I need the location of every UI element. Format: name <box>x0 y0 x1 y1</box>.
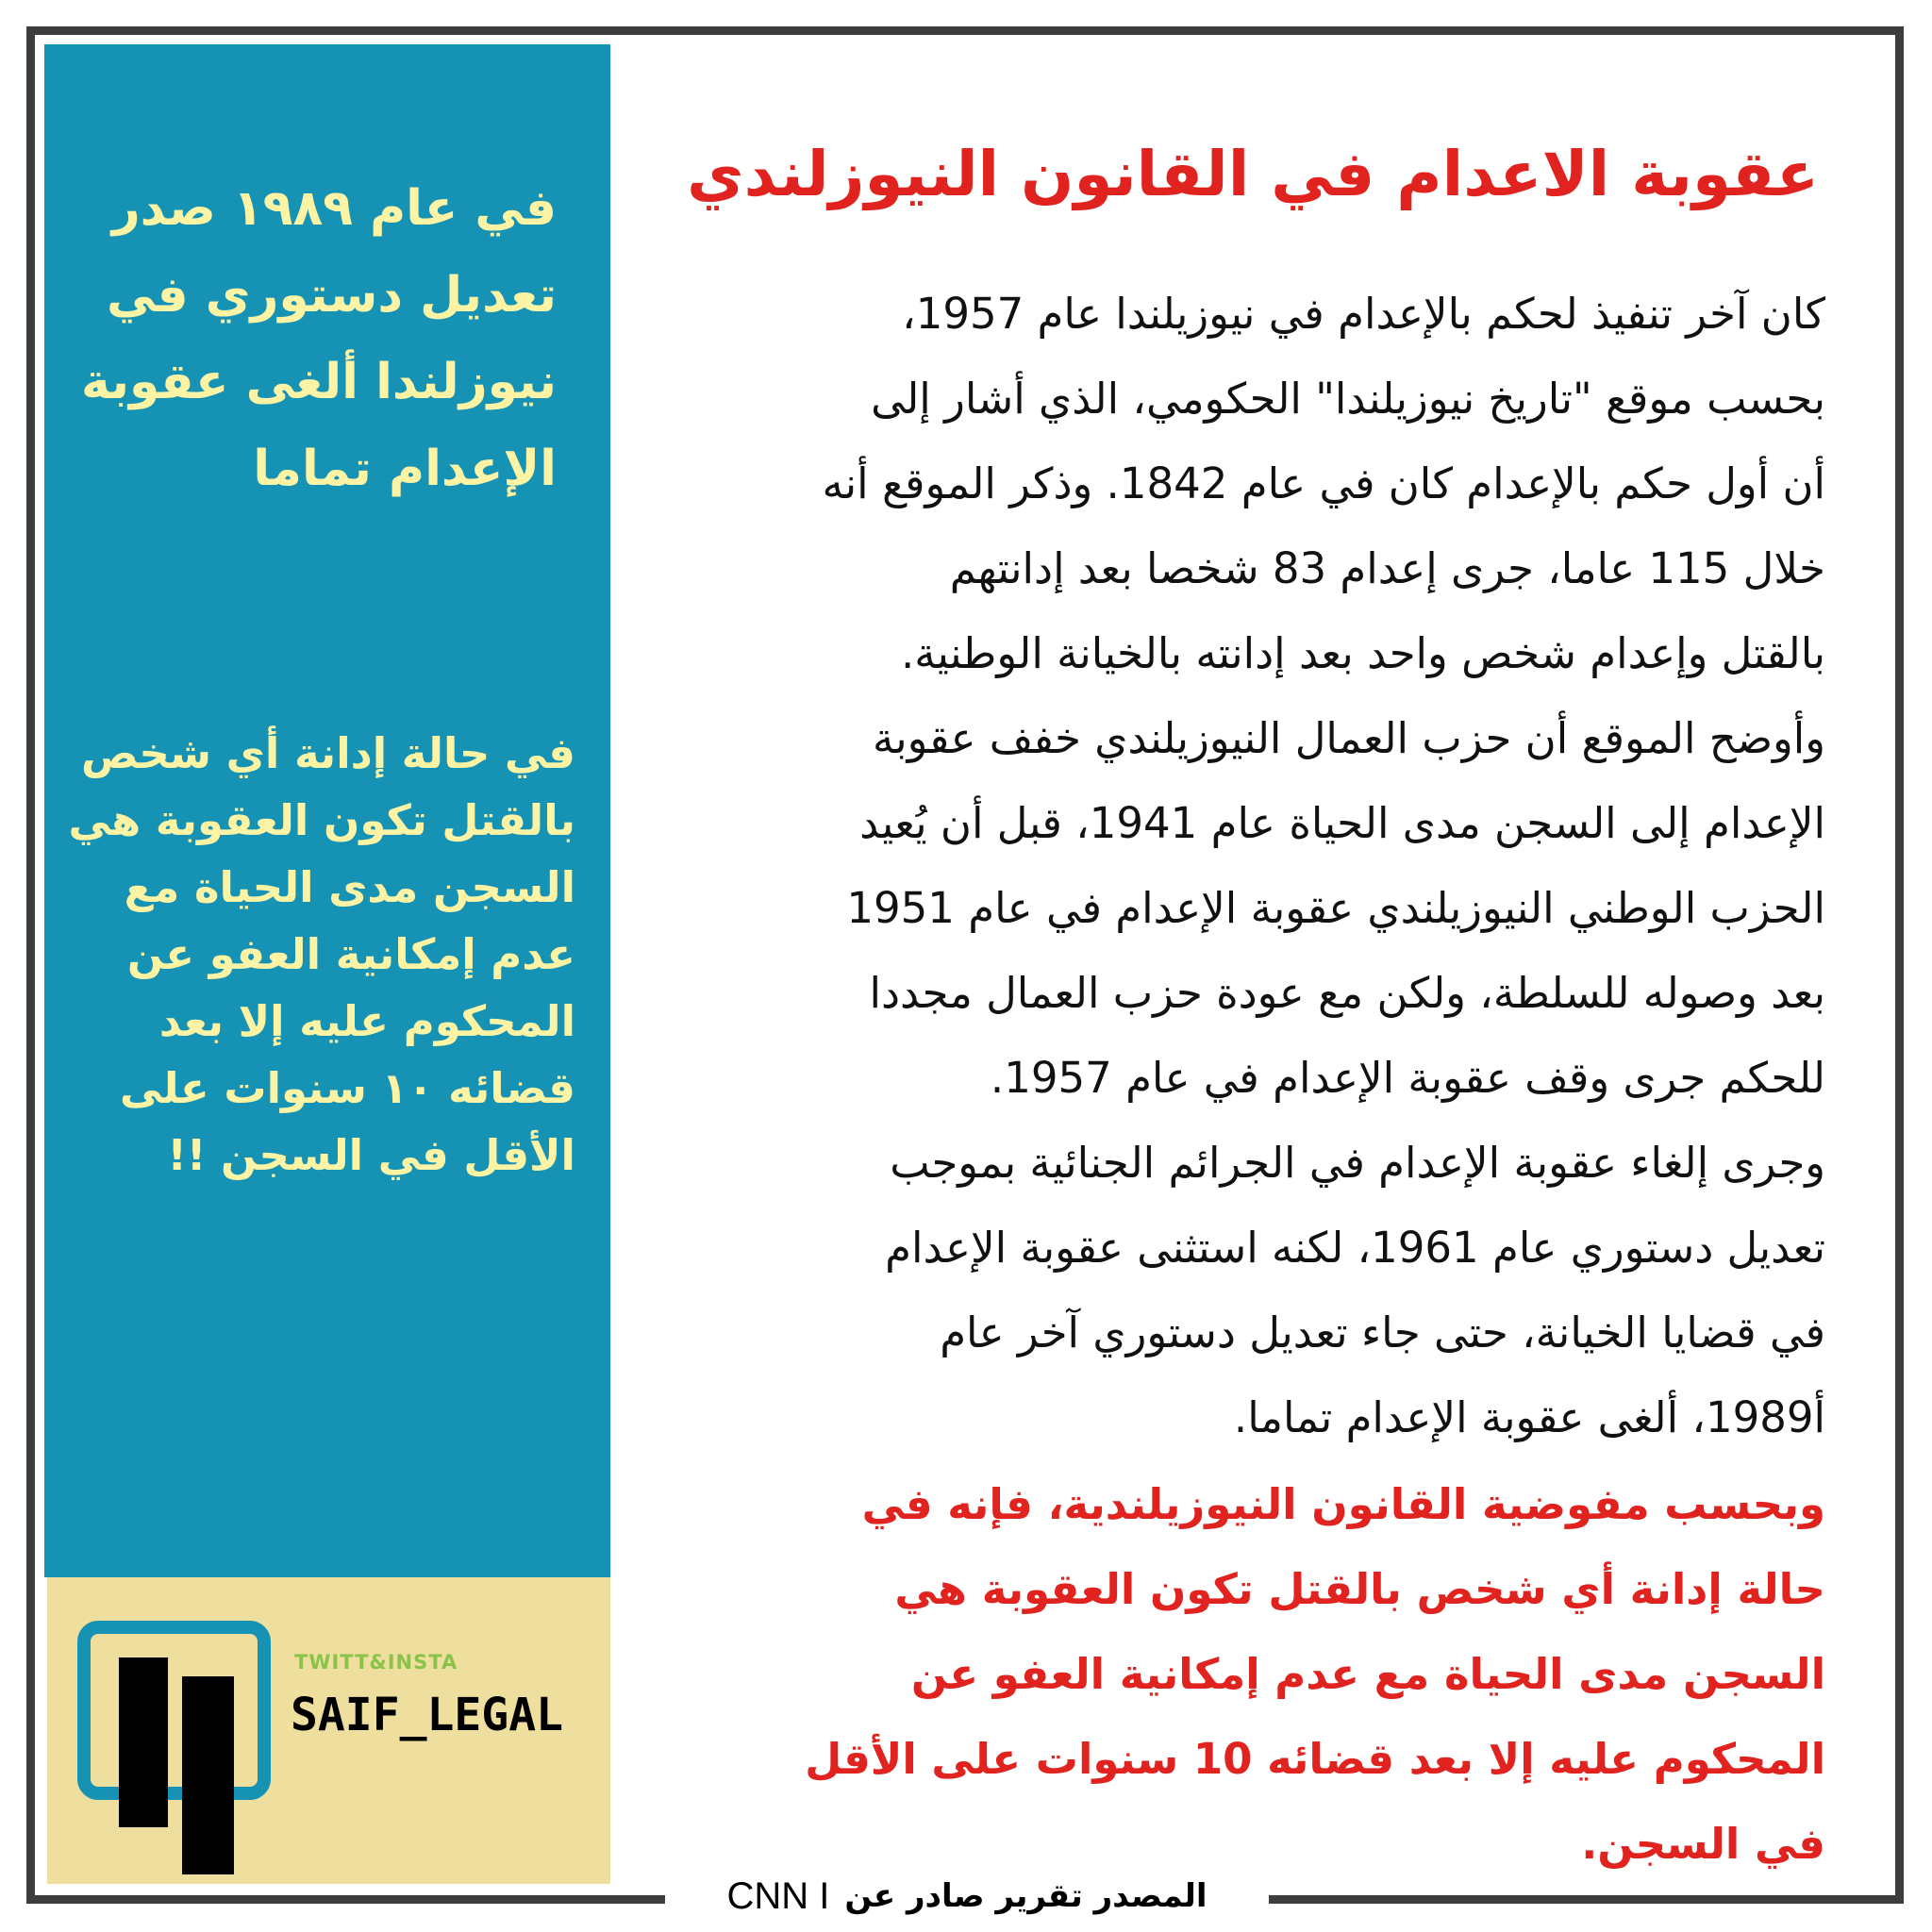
sidebar-quote-2: في حالة إدانة أي شخص بالقتل تكون العقوبة هي السجن مدى الحياة مع عدم إمكانية العفو عن المحكوم عليه إلا بعد قضائه ١٠ سنوات على الأقل في السجن !! <box>68 728 575 1180</box>
source-name: CNN I <box>726 1874 830 1917</box>
article-title: عقوبة الاعدام في القانون النيوزلندي <box>687 138 1819 210</box>
logo-bar-icon <box>182 1676 234 1874</box>
logo-frame-icon <box>77 1621 271 1800</box>
article-paragraph-1: كان آخر تنفيذ لحكم بالإعدام في نيوزيلندا عام 1957، بحسب موقع "تاريخ نيوزيلندا" الحكومي، الذي أشار إلى أن أول حكم بالإعدام كان في عام 1842. وذكر الموقع أنه خلال 115 عاما، جرى إعدام 83 شخصا بعد إدانتهم بالقتل وإعدام شخص واحد بعد إدانته بالخيانة الوطنية. وأوضح الموقع أن حزب العمال النيوزيلندي خفف عقوبة الإعدام إلى السجن مدى الحياة عام 1941، قبل أن يُعيد الحزب الوطني النيوزيلندي عقوبة الإعدام في عام 1951 بعد وصوله للسلطة، ولكن مع عودة حزب العمال مجددا <box>822 289 1825 1018</box>
social-handle-label: TWITT&INSTA <box>294 1651 458 1674</box>
social-handle-name: SAIF_LEGAL <box>291 1689 563 1741</box>
logo-bar-icon <box>119 1657 168 1827</box>
sidebar-quote-1: في عام ١٩٨٩ صدر تعديل دستوري في نيوزلندا ألغى عقوبة الإعدام تماما <box>80 180 557 497</box>
source-label: المصدر تقرير صادر عن <box>844 1877 1208 1915</box>
article-paragraph-highlight: وبحسب مفوضية القانون النيوزيلندية، فإنه في حالة إدانة أي شخص بالقتل تكون العقوبة هي السجن مدى الحياة مع عدم إمكانية العفو عن المحكوم عليه إلا بعد قضائه 10 سنوات على الأقل في السجن. <box>805 1479 1825 1869</box>
source-credit <box>665 1873 1269 1920</box>
article-paragraph-2: للحكم جرى وقف عقوبة الإعدام في عام 1957. وجرى إلغاء عقوبة الإعدام في الجرائم الجنائية بموجب تعديل دستوري عام 1961، لكنه استثنى عقوبة الإعدام في قضايا الخيانة، حتى جاء تعديل دستوري آخر عام أ1989، ألغى عقوبة الإعدام تماما. <box>885 1053 1825 1442</box>
